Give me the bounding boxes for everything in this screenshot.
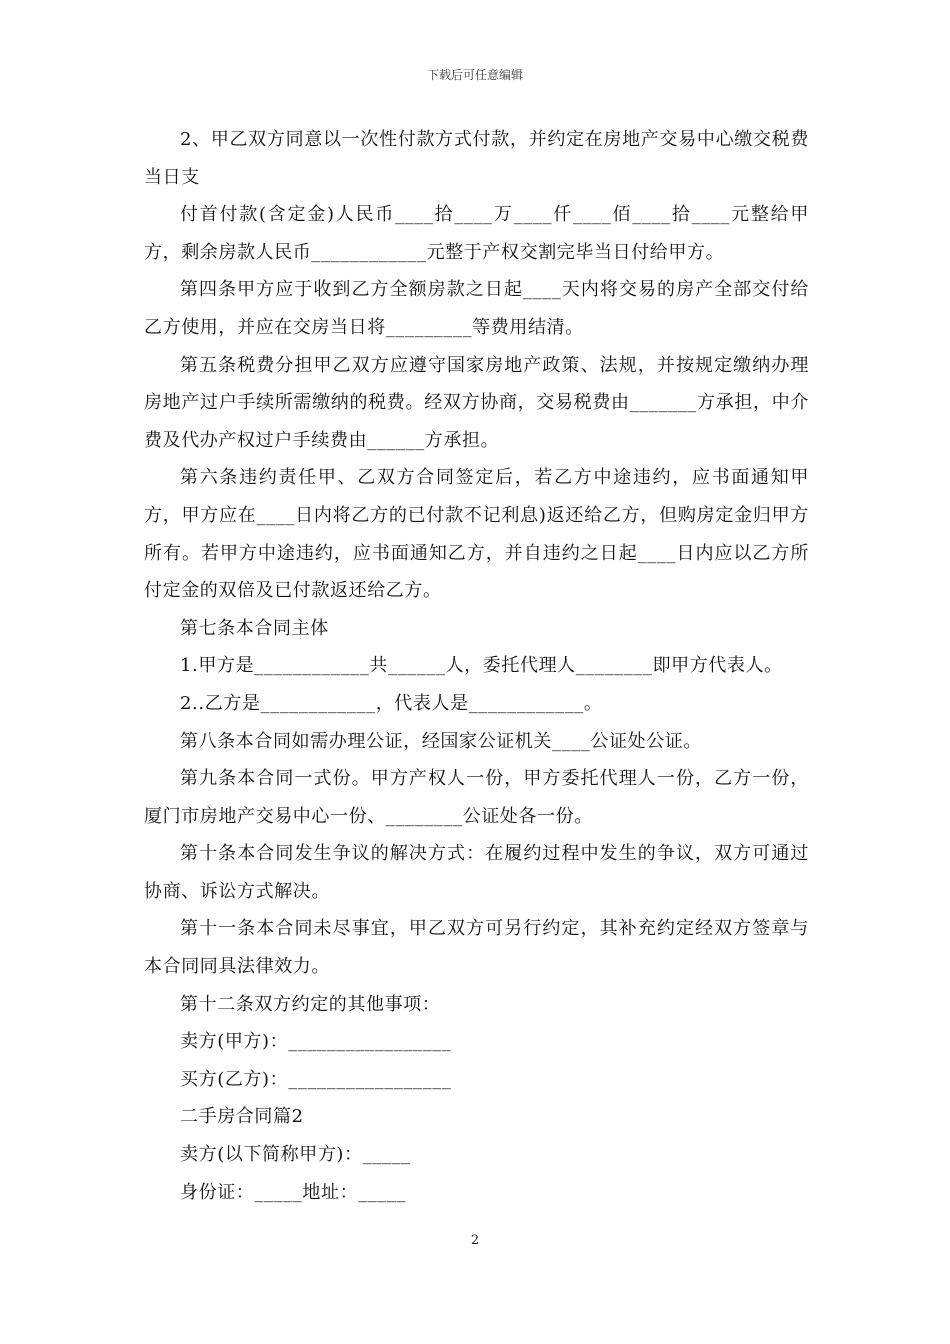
paragraph-article-11: 第十一条本合同未尽事宜，甲乙双方可另行约定，其补充约定经双方签章与本合同同具法律效力。 (144, 918, 809, 978)
page-header: 下载后可任意编辑 (426, 68, 523, 82)
paragraph-article-6: 第六条违约责任甲、乙双方合同签定后，若乙方中途违约，应书面通知甲方，甲方应在____日内将乙方的已付款不记利息)返还给乙方，但购房定金归甲方所有。若甲方中途违约，应书面通知乙方，并自违约之日起____日内应以乙方所付定金的双倍及已付款返还给乙方。 (144, 467, 809, 602)
paragraph-article-12: 第十二条双方约定的其他事项： (180, 993, 441, 1015)
seller-signature-line: 卖方(甲方)：_________________ (180, 1031, 452, 1053)
id-address-line: 身份证：_____地址：_____ (180, 1181, 407, 1203)
paragraph-article-9: 第九条本合同一式份。甲方产权人一份，甲方委托代理人一份，乙方一份，厦门市房地产交易中心一份、________公证处各一份。 (144, 768, 809, 827)
document-body (144, 121, 809, 1211)
paragraph-article-5: 第五条税费分担甲乙双方应遵守国家房地产政策、法规，并按规定缴纳办理房地产过户手续所需缴纳的税费。经双方协商，交易税费由_______方承担，中介费及代办产权过户手续费由______方承担。 (144, 354, 809, 451)
paragraph-article-10: 第十条本合同发生争议的解决方式：在履约过程中发生的争议，双方可通过协商、诉讼方式解决。 (144, 843, 809, 902)
section-title-contract-2: 二手房合同篇2 (180, 1106, 304, 1128)
paragraph-party-b: 2..乙方是____________，代表人是____________。 (180, 692, 603, 714)
paragraph-payment-method: 2、甲乙双方同意以一次性付款方式付款，并约定在房地产交易中心缴交税费当日支 (144, 129, 809, 188)
page-number: 2 (470, 1233, 480, 1248)
buyer-signature-line: 买方(乙方)：_________________ (180, 1068, 452, 1090)
paragraph-article-7: 第七条本合同主体 (180, 617, 329, 639)
paragraph-article-4: 第四条甲方应于收到乙方全额房款之日起____天内将交易的房产全部交付给乙方使用，并应在交房当日将_________等费用结清。 (144, 279, 809, 338)
seller-name-line: 卖方(以下简称甲方)：_____ (180, 1144, 411, 1166)
paragraph-down-payment: 付首付款(含定金)人民币____拾____万____仟____佰____拾____元整给甲方，剩余房款人民币____________元整于产权交割完毕当日付给甲方。 (144, 204, 809, 263)
paragraph-party-a: 1.甲方是____________共______人，委托代理人________即甲方代表人。 (180, 655, 783, 677)
paragraph-article-8: 第八条本合同如需办理公证，经国家公证机关____公证处公证。 (180, 730, 702, 752)
